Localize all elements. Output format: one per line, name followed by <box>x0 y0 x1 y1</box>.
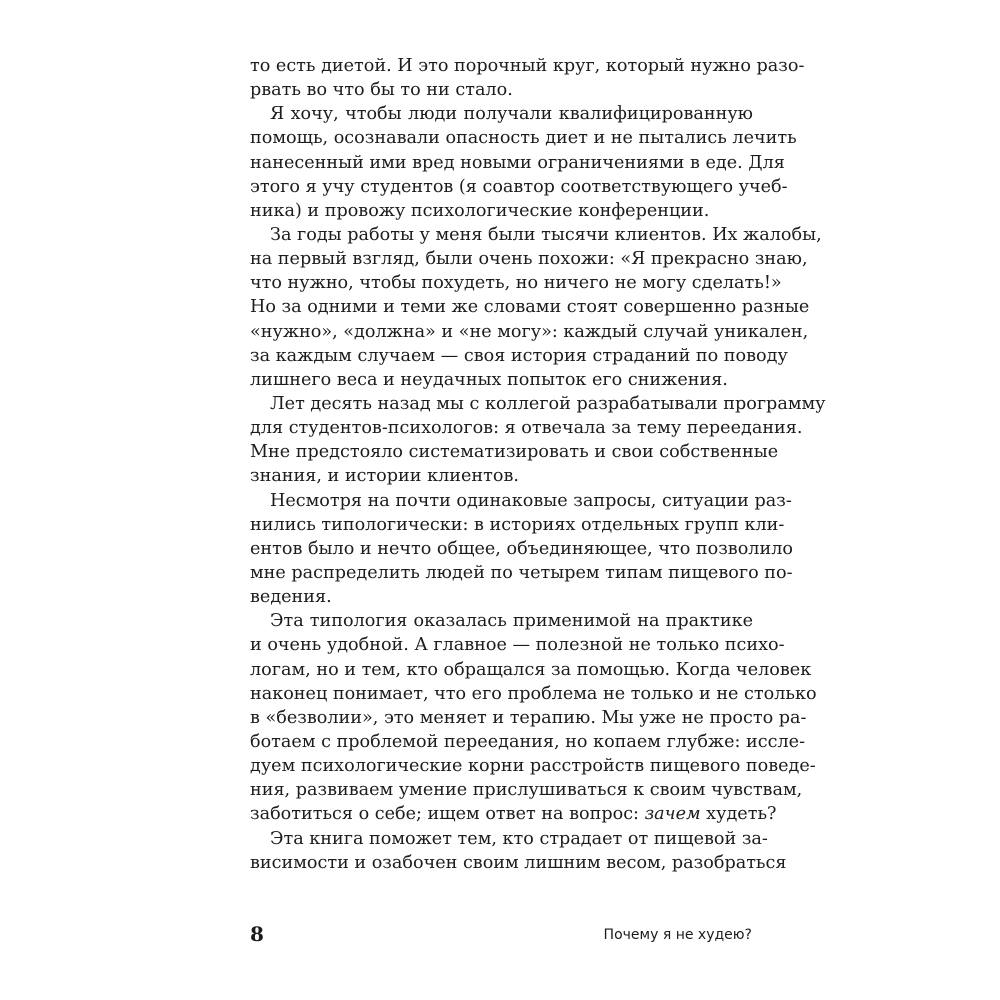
line-text: За годы работы у меня были тысячи клиентов. Их жалобы, <box>270 224 822 245</box>
paragraph <box>250 102 797 223</box>
text-line <box>250 392 826 416</box>
line-text: что нужно, чтобы похудеть, но ничего не могу сделать!» <box>250 273 782 294</box>
paragraph <box>250 223 822 392</box>
line-text: нились типологически: в историях отдельных групп кли- <box>250 514 785 535</box>
line-text: Несмотря на почти одинаковые запросы, ситуации раз- <box>270 490 792 511</box>
line-text: рвать во что бы то ни стало. <box>250 80 513 101</box>
text-line <box>250 585 753 609</box>
text-line <box>250 633 785 657</box>
line-text: в «безволии», это меняет и терапию. Мы уже не просто ра- <box>250 707 807 728</box>
paragraph <box>250 827 787 875</box>
text-line <box>250 416 803 440</box>
line-text: за каждым случаем — своя история страданий по поводу <box>250 345 788 366</box>
line-text: «нужно», «должна» и «не могу»: каждый случай уникален, <box>250 321 809 342</box>
line-text: ботаем с проблемой переедания, но копаем глубже: иссле- <box>250 731 806 752</box>
line-text: то есть диетой. И это порочный круг, который нужно разо- <box>250 56 805 76</box>
text-line <box>250 827 768 851</box>
line-text: знания, и истории клиентов. <box>250 466 519 487</box>
text-line <box>250 151 785 175</box>
emphasis-text: зачем <box>644 804 701 825</box>
text-line <box>250 247 808 271</box>
paragraph <box>250 609 817 826</box>
line-text: Эта книга поможет тем, кто страдает от пищевой за- <box>270 828 768 849</box>
line-text: и очень удобной. А главное — полезной не только психо- <box>250 635 785 656</box>
text-line <box>250 537 793 561</box>
paragraph <box>250 489 793 610</box>
line-text: нанесенный ими вред новыми ограничениями в еде. Для <box>250 152 785 173</box>
line-text: помощь, осознавали опасность диет и не пытались лечить <box>250 128 797 149</box>
text-line <box>250 368 753 392</box>
text-line <box>250 851 787 875</box>
line-text: дуем психологические корни расстройств пищевого поведе- <box>250 756 816 777</box>
line-text: ентов было и нечто общее, объединяющее, что позволило <box>250 538 793 559</box>
body-text <box>250 54 826 875</box>
line-text: на первый взгляд, были очень похожи: «Я прекрасно знаю, <box>250 249 808 270</box>
text-line <box>250 730 806 754</box>
text-line <box>250 802 777 826</box>
line-text: для студентов-психологов: я отвечала за тему переедания. <box>250 418 803 439</box>
line-text-tail: худеть? <box>700 804 777 825</box>
text-line <box>250 78 753 102</box>
text-line <box>250 561 793 585</box>
text-line <box>250 513 785 537</box>
line-text: Мне предстояло систематизировать и свои собственные <box>250 442 779 463</box>
text-line <box>250 126 797 150</box>
running-title: Почему я не худею? <box>603 927 752 943</box>
text-line <box>250 271 782 295</box>
line-text: ния, развиваем умение прислушиваться к своим чувствам, <box>250 780 803 801</box>
line-text: мне распределить людей по четырем типам пищевого по- <box>250 562 793 583</box>
paragraph <box>250 54 805 102</box>
line-text: заботиться о себе; ищем ответ на вопрос: <box>250 804 645 825</box>
text-line <box>250 199 753 223</box>
paragraph <box>250 392 826 489</box>
text-line <box>250 320 809 344</box>
page-number: 8 <box>250 922 264 946</box>
text-line <box>250 754 816 778</box>
line-text: ведения. <box>250 587 332 608</box>
text-line <box>250 344 788 368</box>
line-text: Эта типология оказалась применимой на практике <box>270 611 753 632</box>
text-line <box>250 682 817 706</box>
line-text: логам, но и тем, кто обращался за помощью. Когда человек <box>250 659 812 680</box>
text-line <box>250 102 753 126</box>
text-line <box>250 706 807 730</box>
line-text: Лет десять назад мы с коллегой разрабатывали программу <box>270 393 826 414</box>
line-text: наконец понимает, что его проблема не только и не столько <box>250 683 817 704</box>
text-line <box>250 658 812 682</box>
text-line <box>250 295 810 319</box>
line-text: лишнего веса и неудачных попыток его снижения. <box>250 369 728 390</box>
line-text: ника) и провожу психологические конференции. <box>250 200 710 221</box>
text-line <box>250 778 803 802</box>
text-line <box>250 175 788 199</box>
text-line <box>250 440 779 464</box>
text-line <box>250 489 792 513</box>
text-line <box>250 54 805 78</box>
text-line <box>250 609 753 633</box>
line-text: Но за одними и теми же словами стоят совершенно разные <box>250 297 810 318</box>
text-line <box>250 464 753 488</box>
text-line <box>250 223 822 247</box>
line-text: Я хочу, чтобы люди получали квалифицированную <box>270 104 753 125</box>
line-text: этого я учу студентов (я соавтор соответствующего учеб- <box>250 176 788 197</box>
line-text: висимости и озабочен своим лишним весом, разобраться <box>250 852 787 873</box>
